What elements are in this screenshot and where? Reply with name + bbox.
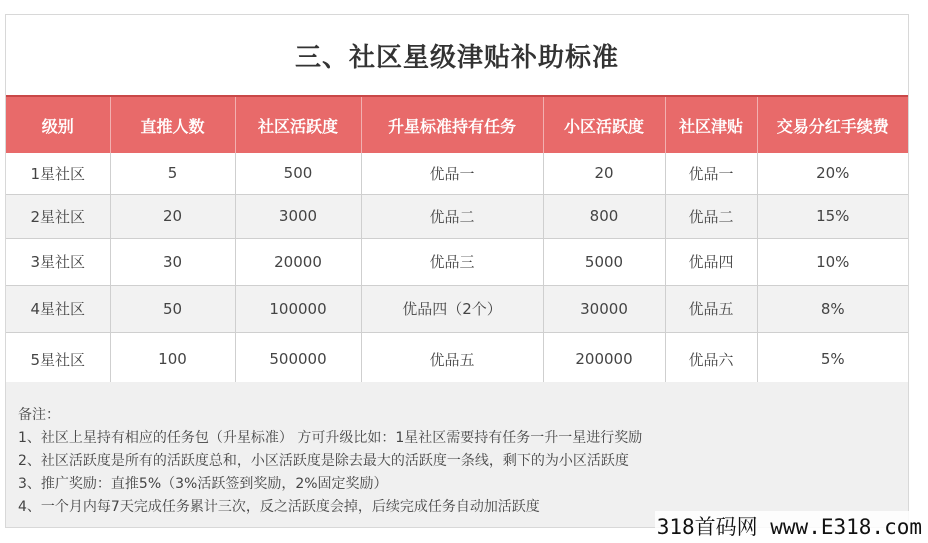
table-cell: 优品一 xyxy=(361,153,543,194)
table-cell: 优品五 xyxy=(361,332,543,386)
standards-card xyxy=(5,14,909,528)
subsidy-table xyxy=(6,95,908,387)
table-cell: 15% xyxy=(757,194,908,238)
table-cell: 3000 xyxy=(235,194,361,238)
table-cell: 30 xyxy=(110,238,235,285)
table-cell: 4星社区 xyxy=(6,285,110,332)
table-row xyxy=(6,285,908,332)
table-cell: 优品四（2个） xyxy=(361,285,543,332)
table-row xyxy=(6,194,908,238)
table-cell: 20% xyxy=(757,153,908,194)
table-cell: 30000 xyxy=(543,285,665,332)
table-cell: 8% xyxy=(757,285,908,332)
table-cell: 优品五 xyxy=(665,285,757,332)
table-cell: 2星社区 xyxy=(6,194,110,238)
header-community-allowance: 社区津贴 xyxy=(665,96,757,153)
table-cell: 500 xyxy=(235,153,361,194)
table-cell: 5 xyxy=(110,153,235,194)
table-cell: 100 xyxy=(110,332,235,386)
page-title: 三、社区星级津贴补助标准 xyxy=(294,42,619,73)
table-row xyxy=(6,238,908,285)
table-cell: 5% xyxy=(757,332,908,386)
table-cell: 优品六 xyxy=(665,332,757,386)
table-cell: 100000 xyxy=(235,285,361,332)
table-cell: 20 xyxy=(543,153,665,194)
notes-heading: 备注： xyxy=(18,407,60,423)
note-line: 1、社区上星持有相应的任务包（升星标准） 方可升级比如：1星社区需要持有任务一升一星进行奖励 xyxy=(18,430,643,446)
note-line: 3、推广奖励：直推5%（3%活跃签到奖励，2%固定奖励） xyxy=(18,476,388,492)
table-cell: 优品二 xyxy=(361,194,543,238)
table-cell: 优品二 xyxy=(665,194,757,238)
table-cell: 20 xyxy=(110,194,235,238)
table-cell: 优品三 xyxy=(361,238,543,285)
table-row xyxy=(6,332,908,386)
header-trade-dividend: 交易分红手续费 xyxy=(757,96,908,153)
table-cell: 800 xyxy=(543,194,665,238)
table-cell: 5星社区 xyxy=(6,332,110,386)
table-header-row xyxy=(6,96,908,153)
header-upgrade-task: 升星标准持有任务 xyxy=(361,96,543,153)
table-cell: 500000 xyxy=(235,332,361,386)
header-small-area-activity: 小区活跃度 xyxy=(543,96,665,153)
note-line: 2、社区活跃度是所有的活跃度总和，小区活跃度是除去最大的活跃度一条线，剩下的为小区活跃度 xyxy=(18,453,629,469)
table-cell: 优品四 xyxy=(665,238,757,285)
table-cell: 10% xyxy=(757,238,908,285)
table-row xyxy=(6,153,908,194)
table-cell: 20000 xyxy=(235,238,361,285)
notes-section xyxy=(6,382,908,527)
table-cell: 5000 xyxy=(543,238,665,285)
table-cell: 优品一 xyxy=(665,153,757,194)
site-watermark: 318首码网 www.E318.com xyxy=(655,511,924,541)
header-community-activity: 社区活跃度 xyxy=(235,96,361,153)
table-cell: 1星社区 xyxy=(6,153,110,194)
note-line: 4、一个月内每7天完成任务累计三次，反之活跃度会掉，后续完成任务自动加活跃度 xyxy=(18,499,540,515)
table-cell: 50 xyxy=(110,285,235,332)
header-direct-referrals: 直推人数 xyxy=(110,96,235,153)
table-cell: 3星社区 xyxy=(6,238,110,285)
header-level: 级别 xyxy=(6,96,110,153)
table-cell: 200000 xyxy=(543,332,665,386)
